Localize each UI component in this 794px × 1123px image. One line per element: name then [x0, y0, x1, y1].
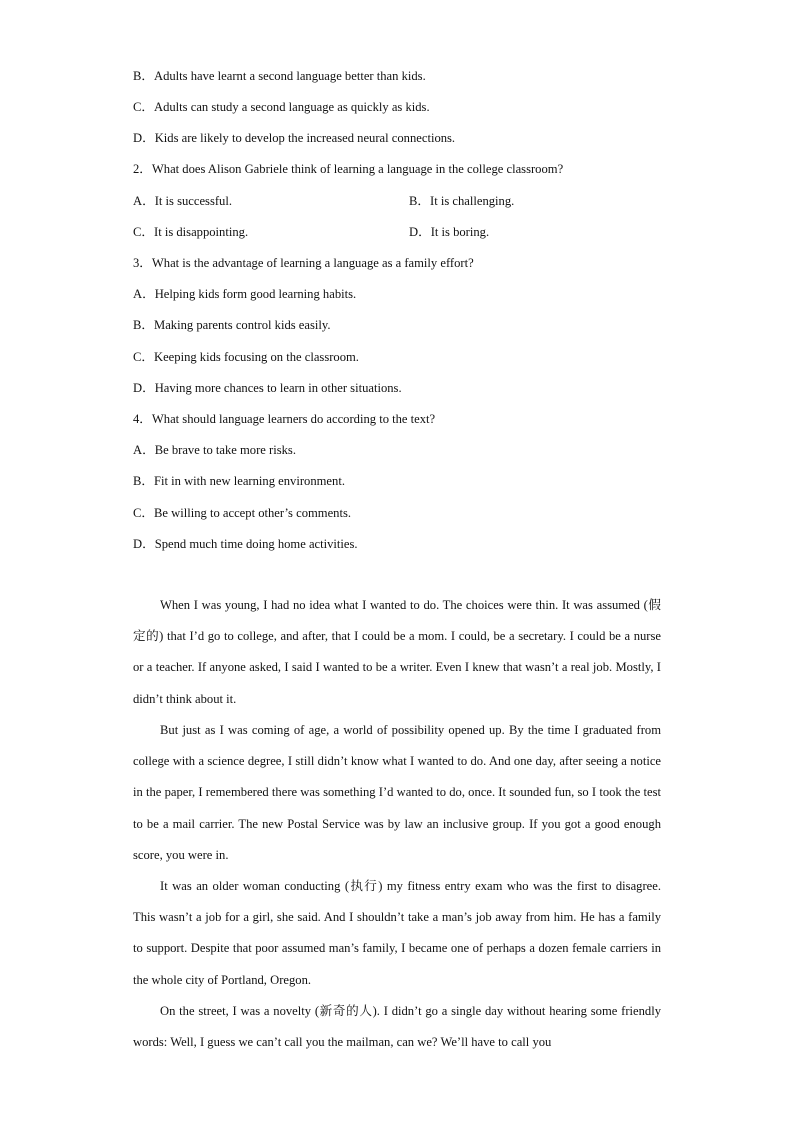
q4-option-d: D．Spend much time doing home activities.	[133, 537, 358, 551]
passage-paragraph-3: It was an older woman conducting (执行) my fitness entry exam who was the first to disagree. This wasn’t a job for a girl, she said. And I shouldn’t take a man’s job away from him. He has a family to support. Despite that poor assumed man’s family, I became one of perhaps a dozen female carriers in the whole city of Portland, Oregon.	[133, 879, 661, 987]
q1-option-b: B．Adults have learnt a second language better than kids.	[133, 69, 426, 83]
q4-option-c: C．Be willing to accept other’s comments.	[133, 506, 352, 520]
q2-option-c: C．It is disappointing.	[133, 225, 249, 239]
q3-option-a: A．Helping kids form good learning habits.	[133, 287, 357, 301]
q2-option-d: D．It is boring.	[409, 225, 490, 239]
q2-stem: 2．What does Alison Gabriele think of learning a language in the college classroom?	[133, 162, 564, 176]
q4-stem: 4．What should language learners do according to the text?	[133, 412, 436, 426]
q3-option-b: B．Making parents control kids easily.	[133, 318, 331, 332]
q4-option-a: A．Be brave to take more risks.	[133, 443, 296, 457]
q3-option-d: D．Having more chances to learn in other situations.	[133, 381, 402, 395]
passage-paragraph-4: On the street, I was a novelty (新奇的人). I didn’t go a single day without hearing some friendly words: Well, I guess we can’t call you the mailman, can we? We’ll have to call you	[133, 1004, 661, 1050]
passage-paragraph-2: But just as I was coming of age, a world of possibility opened up. By the time I graduated from college with a science degree, I still didn’t know what I wanted to do. And one day, after seeing a notice in the paper, I remembered there was something I’d wanted to do, once. It sounded fun, so I took the test to be a mail carrier. The new Postal Service was by law an inclusive group. If you got a good enough score, you were in.	[133, 723, 661, 862]
q2-option-b: B．It is challenging.	[409, 194, 515, 208]
q1-option-d: D．Kids are likely to develop the increased neural connections.	[133, 131, 456, 145]
passage-paragraph-1: When I was young, I had no idea what I wanted to do. The choices were thin. It was assumed (假定的) that I’d go to college, and after, that I could be a mom. I could, be a secretary. I could be a nurse or a teacher. If anyone asked, I said I wanted to be a writer. Even I knew that wasn’t a real job. Mostly, I didn’t think about it.	[133, 598, 661, 706]
q3-option-c: C．Keeping kids focusing on the classroom.	[133, 350, 359, 364]
q2-option-a: A．It is successful.	[133, 194, 232, 208]
q3-stem: 3．What is the advantage of learning a language as a family effort?	[133, 256, 474, 270]
q1-option-c: C．Adults can study a second language as quickly as kids.	[133, 100, 430, 114]
q4-option-b: B．Fit in with new learning environment.	[133, 474, 345, 488]
